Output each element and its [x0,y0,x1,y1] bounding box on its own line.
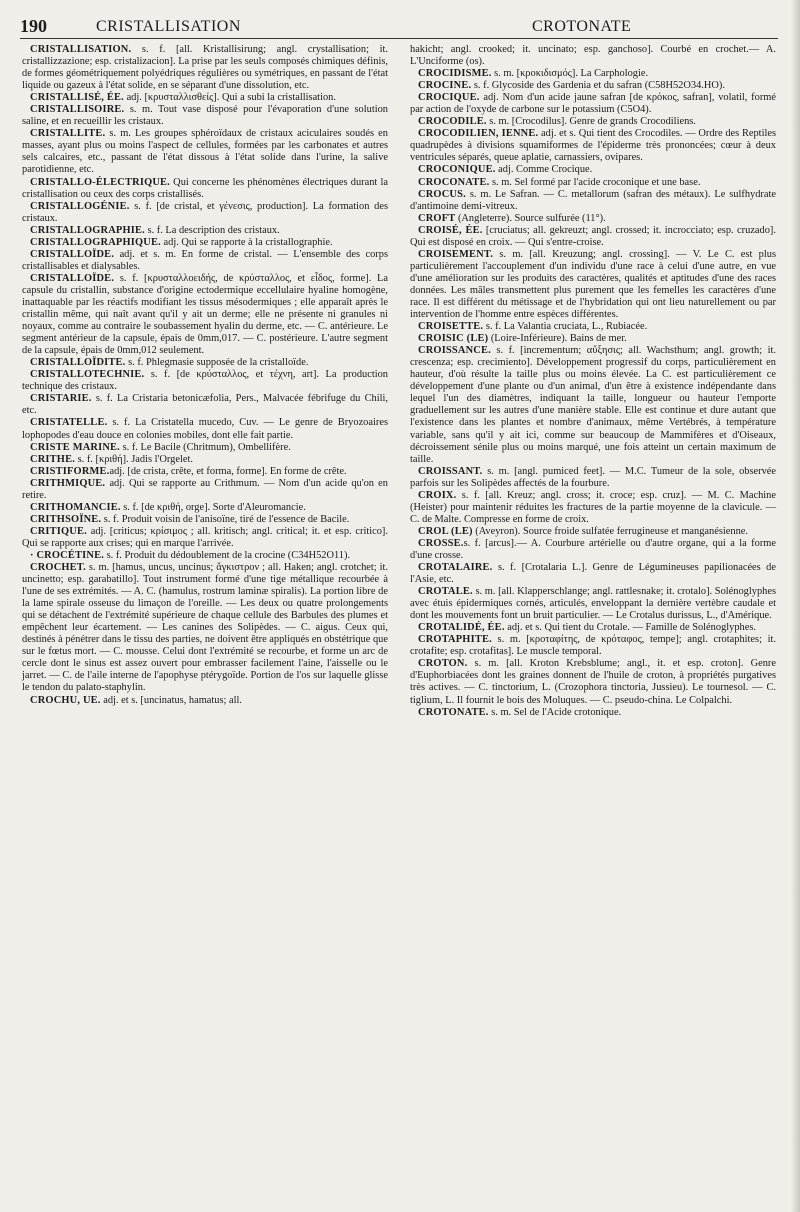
dictionary-entry [22,273,388,357]
entry-definition: s. f. Le Bacile (Chritmum), Ombellifère. [119,441,291,453]
entry-headword: CRISTALLITE. [30,128,106,140]
dictionary-entry [22,249,388,273]
dictionary-entry [22,225,388,237]
dictionary-entry [22,478,388,502]
entry-definition: (Loire-Inférieure). Bains de mer. [488,333,627,345]
entry-headword: CRISTALLOÏDE. [30,248,115,260]
entry-headword: CROTALAIRE. [418,562,493,574]
entry-headword: CROTON. [418,658,468,670]
entry-definition: s. f. [de κριθή, orge]. Sorte d'Aleuromancie. [120,501,306,513]
entry-headword: CROCODILIEN, IENNE. [418,128,539,140]
entry-headword: CROCINE. [418,80,472,92]
entry-definition: s. m. [Crocodilus]. Genre de grands Crocodiliens. [486,116,696,128]
entry-definition: s. f. [all. Kristallisirung; angl. crystallisation; it. cristallizzazione; esp. cristalizacion]. La prise par les seuls composés chimiques définis, de formes géométriquement polyédriques régulières ou symétriques, en passant de l'état liquide ou gazeux à l'état solide, en se séparant d'une dissolution, etc. [22,44,388,92]
entry-headword: CRISTALLOGÉNIE. [30,200,130,212]
entry-headword: CRISTARIE. [30,393,92,405]
entry-headword: CRISTALLOGRAPHIQUE. [30,236,161,248]
entry-headword: CROCONATE. [418,176,490,188]
entry-definition: s. f. [Crotalaria L.]. Genre de Légumineuses papilionacées de l'Asie, etc. [410,562,776,586]
entry-headword: CROCONIQUE. [418,164,496,176]
entry-definition: adj. Nom d'un acide jaune safran [de κρόκος, safran], volatil, formé par action de l'oxyde de carbone sur le potassium (C5O4). [410,92,776,116]
dictionary-entry [410,44,776,68]
dictionary-entry [410,128,776,164]
page-number: 190 [20,16,47,36]
running-head-right: CROTONATE [532,18,632,35]
dictionary-entry [22,562,388,695]
entry-headword: CROCHU, UE. [30,694,101,706]
entry-headword: CRITHMIQUE. [30,477,106,489]
dictionary-entry [22,237,388,249]
entry-definition: adj. Qui se rapporte au Crithmum. — Nom d'un acide qu'on en retire. [22,477,388,501]
dictionary-entry [410,622,776,634]
entry-definition: adj. [criticus; κρίσιμος ; all. kritisch; angl. critical; it. et esp. critico]. Qui se rapporte aux crises; qui en marque l'arrivée. [22,525,388,549]
dictionary-entry [410,189,776,213]
dictionary-entry [410,92,776,116]
dictionary-entry [22,393,388,417]
entry-definition: s. f. Glycoside des Gardenia et du safran (C58H52O34.HO). [471,80,725,92]
entry-definition: s. f. [κρυσταλλοειδής, de κρύσταλλος, et εἶδος, forme]. La capsule du cristallin, substance d'origine ectodermique eccellulaire hyaline homogène, inattaquable par les réactifs modifiant les tissus mésodermiques ; elle apparaît après le cristallin même, qui naît avant qu'il y ait un derme; elle ne présente ni granules ni noyaux, comme au contraire le soubassement hyalin du derme, etc. — C. antérieure. Le segment antérieur de la capsule, épais de 0mm,017. — C. postérieure. L'autre segment de la capsule, épais de 0mm,012 seulement. [22,272,388,357]
dictionary-entry [410,526,776,538]
dictionary-entry [410,225,776,249]
dictionary-entry [22,550,388,562]
entry-headword: CRISTATELLE. [30,417,108,429]
dictionary-entry [410,658,776,706]
entry-definition: s. m. [hamus, uncus, uncinus; ἄγκιστρον ; all. Haken; angl. crotchet; it. uncinetto; esp. garabatillo]. Tout instrument formé d'une tige métallique recourbée à l'une de ses extrémités. — A. C. (hamulus, rostrum laminæ spiralis). La portion libre de la lame spirale osseuse du limaçon de l'oreille. — Les deux ou quatre prolongements qui se détachent de l'extrémité supérieure de chaque cellule des Barbules des plumes et empêchent leur écartement. — Les canines des Solipèdes. — C. aigus. Ceux qui, destinés à pénétrer dans le tissu des parties, ne doivent être appliqués en obstétrique que sur le fœtus mort. — C. mousse. Celui dont l'extrémité se recourbe, et forme un arc de cercle dont le sinus est assez ouvert pour embrasser facilement l'aine, l'aisselle ou le jarret. — C. de l'aile interne de l'apophyse ptérygoïde. Portion de l'os sur laquelle glisse le tendon du palato-staphylin. [22,562,388,694]
page-edge-shadow [791,0,800,1212]
entry-headword: CROISETTE. [418,321,484,333]
entry-headword: CRISTALLOGRAPHIE. [30,224,145,236]
entry-definition: hakicht; angl. crooked; it. uncinato; esp. ganchoso]. Courbé en crochet.— A. L'Unciforme (os). [410,44,776,68]
dictionary-entry [410,68,776,80]
entry-headword: CROTAPHITE. [418,634,492,646]
entry-headword: CROISÉ, ÉE. [418,224,483,236]
entry-headword: CROCIDISME. [418,68,492,80]
entry-headword: CROCUS. [418,188,466,200]
entry-definition: s. f. La Valantia cruciata, L., Rubiacée. [483,321,648,333]
dictionary-entry [410,164,776,176]
entry-definition: adj. [de crista, crête, et forma, forme]. En forme de crête. [109,465,347,477]
entry-definition: s. f. [de κρύσταλλος, et τέχνη, art]. La production technique des cristaux. [22,369,388,393]
entry-definition: s. f. [all. Kreuz; angl. cross; it. croce; esp. cruz]. — M. C. Machine (Heister) pour maintenir réduites les fractures de la partie moyenne de la clavicule. — C. de Malte. Compresse en forme de croix. [410,489,776,525]
dictionary-entry [410,177,776,189]
entry-headword: CROCIQUE. [418,92,480,104]
entry-headword: · CROCÉTINE. [30,549,104,561]
dictionary-entry [410,333,776,345]
entry-definition: (Aveyron). Source froide sulfatée ferrugineuse et manganésienne. [472,525,748,537]
dictionary-entry [22,104,388,128]
entry-headword: CRISTALLO-ÉLECTRIQUE. [30,176,170,188]
dictionary-entry [410,116,776,128]
entry-headword: CRISTALLISOIRE. [30,104,125,116]
entry-headword: CROTALIDÉ, ÉE. [418,622,505,634]
dictionary-entry [22,466,388,478]
dictionary-entry [22,44,388,92]
dictionary-entry [22,201,388,225]
dictionary-entry [22,442,388,454]
dictionary-entry [410,634,776,658]
entry-headword: CROFT [418,212,456,224]
entry-definition: s. m. Sel formé par l'acide croconique et une base. [489,176,701,188]
right-column [410,44,776,719]
dictionary-entry [410,707,776,719]
entry-definition: s. m. [κροταφίτης, de κρόταφος, tempe]; angl. crotaphites; it. crotafite; esp. crotafitas]. Le muscle temporal. [410,634,776,658]
dictionary-entry [410,345,776,465]
entry-headword: CROISSANCE. [418,345,491,357]
entry-headword: CROTALE. [418,586,473,598]
entry-definition: s. f. Produit voisin de l'anisoïne, tiré de l'essence de Bacile. [101,513,350,525]
dictionary-entry [410,80,776,92]
entry-definition: s. m. Les groupes sphéroïdaux de cristaux aciculaires soudés en masses, ayant plus ou moins l'aspect de cellules, formées par les carbonates et autres sels calcaires, etc., passant de l'état dissous à l'état solide dans l'urine, la salive parotidienne, etc. [22,128,388,176]
entry-definition: adj. et s. m. En forme de cristal. — L'ensemble des corps cristallisables et dialysables. [22,248,388,272]
dictionary-entry [22,417,388,441]
entry-definition: s. f. [de cristal, et γένεσις, production]. La formation des cristaux. [22,200,388,224]
dictionary-entry [410,249,776,321]
dictionary-entry [22,128,388,176]
dictionary-entry [410,321,776,333]
entry-headword: CROISSANT. [418,465,483,477]
entry-definition: adj. [κρυσταλλισθείς]. Qui a subi la cristallisation. [123,92,336,104]
entry-definition: adj. et s. Qui tient du Crotale. — Famille de Solénoglyphes. [504,622,756,634]
entry-definition: s. f. La Cristaria betonicæfolia, Pers., Malvacée fébrifuge du Chili, etc. [22,393,388,417]
entry-headword: CRISTALLOÏDITE. [30,357,126,369]
entry-headword: CRISTE MARINE. [30,441,120,453]
entry-headword: CRISTALLOTECHNIE. [30,369,145,381]
header-rule [20,38,778,39]
entry-definition: s. f. La Cristatella mucedo, Cuv. — Le genre de Bryozoaires lophopodes d'eau douce en colonies mobiles, dont elle fait partie. [22,417,388,441]
dictionary-entry [22,92,388,104]
dictionary-entry [22,177,388,201]
entry-definition: s. m. [angl. pumiced feet]. — M.C. Tumeur de la sole, observée parfois sur les Solipèdes affectés de la fourbure. [410,465,776,489]
dictionary-entry [22,454,388,466]
running-head-left: CRISTALLISATION [96,18,241,35]
entry-definition: Qui concerne les phénomènes électriques durant la cristallisation ou ceux des corps cristallisés. [22,176,388,200]
dictionary-entry [22,357,388,369]
page-header [20,16,778,38]
entry-definition: adj. Comme Crocique. [495,164,593,176]
dictionary-entry [410,466,776,490]
dictionary-entry [22,695,388,707]
entry-definition: s. f. Produit du dédoublement de la crocine (C34H52O11). [104,549,351,561]
dictionary-entry [410,562,776,586]
entry-definition: adj. et s. Qui tient des Crocodiles. — Ordre des Reptiles quadrupèdes à divisions squamiformes de l'épiderme très prononcées; cœur à deux ventricules séparés, queue aplatie, carnassiers, ovipares. [410,128,776,164]
entry-headword: CROISIC (LE) [418,333,489,345]
entry-definition: s. f. La description des cristaux. [144,224,280,236]
dictionary-entry [410,490,776,526]
entry-headword: CRITHE. [30,453,75,465]
dictionary-entry [22,514,388,526]
entry-definition: [cruciatus; all. gekreuzt; angl. crossed; it. incrocciato; esp. cruzado]. Qui est disposé en croix. — Qui s'entre-croise. [410,224,776,248]
dictionary-entry [410,213,776,225]
entry-headword: CROISEMENT. [418,248,494,260]
entry-headword: CRISTALLISATION. [30,44,132,55]
entry-headword: CRITHSOÏNE. [30,513,102,525]
entry-definition: s. m. [κροκιδισμός]. La Carphologie. [491,68,649,80]
entry-definition: s. m. [all. Kreuzung; angl. crossing]. — V. Le C. est plus particulièrement l'accouplement d'un individu d'une race à celui d'une autre, en vue d'une amélioration sur les produits des caractères, qualités et aptitudes d'une des races données. Les mâles transmettent plus purement que les femelles les caractères d'une race. Il est différent du métissage et de l'hybridation qui ont lieu naturellement ou par intervention de l'homme entre espèces différentes. [410,248,776,321]
entry-definition: s. f. [incrementum; αὔξησις; all. Wachsthum; angl. growth; it. crescenza; esp. crecimiento]. Développement progressif du corps, particulièrement en hauteur, d'où résulte la taille plus ou moins élevée. La C. est particulièrement ce développement d'une plante ou d'un animal, d'un être à existence indépendante dans lequel l'un des diamètres, indiquant la taille, longueur ou hauteur l'emporte graduellement sur les autres d'une manière stable. Elle est continue et dure autant que l'existence dans les plantes et nombre d'animaux, même Vertébrés, à température variable, sans qu'il y ait ici, comme sur beaucoup de Mammifères et d'Oiseaux, décroissement sénile plus ou moins marqué, une fois atteint un certain maximum de taille. [410,345,776,465]
entry-definition: s. m. [all. Kroton Krebsblume; angl., it. et esp. croton]. Genre d'Euphorbiacées dont les graines donnent de l'huile de croton, à propriétés purgatives très actives. — C. tinctorium, L. (Crozophora tinctoria, Jussieu). Le tournesol. — C. tiglium, L. Il fournit le bois des Moluques. — C. pseudo-china. Le Colpalchi. [410,658,776,706]
entry-headword: CROSSE. [418,537,464,549]
entry-definition: s. m. Sel de l'Acide crotonique. [488,706,622,718]
dictionary-entry [410,586,776,622]
entry-definition: adj. et s. [uncinatus, hamatus; all. [100,694,243,706]
entry-definition: adj. Qui se rapporte à la cristallographie. [160,236,333,248]
entry-headword: CRISTALLISÉ, ÉE. [30,92,124,104]
entry-definition: s. f. [arcus].— A. Courbure artérielle ou d'autre organe, qui a la forme d'une crosse. [410,537,776,561]
dictionary-entry [22,502,388,514]
entry-definition: s. f. Phlegmasie supposée de la cristalloïde. [125,357,309,369]
entry-headword: CRITHOMANCIE. [30,501,121,513]
entry-definition: (Angleterre). Source sulfurée (11°). [455,212,606,224]
entry-headword: CRISTALLOÏDE. [30,272,115,284]
left-column [22,44,388,707]
entry-headword: CROTONATE. [418,706,489,718]
entry-headword: CROCODILE. [418,116,487,128]
dictionary-entry [22,369,388,393]
entry-headword: CRITIQUE. [30,525,87,537]
dictionary-entry [410,538,776,562]
entry-definition: s. m. [all. Klapperschlange; angl. rattlesnake; it. crotalo]. Solénoglyphes avec étuis épidermiques cornés, articulés, enveloppant la dernière vertèbre caudale et dont les mouvements font un bruit particulier. — Le Crotalus durissus, L., d'Amérique. [410,586,776,622]
dictionary-entry [22,526,388,550]
entry-headword: CROCHET. [30,562,86,574]
entry-definition: s. m. Le Safran. — C. metallorum (safran des métaux). Le sulfhydrate d'antimoine demi-vitreux. [410,188,776,212]
entry-headword: CROIX. [418,489,457,501]
entry-headword: CRISTIFORME. [30,465,110,477]
entry-headword: CROL (LE) [418,525,473,537]
entry-definition: s. m. Tout vase disposé pour l'évaporation d'une solution saline, et en recueillir les cristaux. [22,104,388,128]
entry-definition: s. f. [κριθή]. Jadis l'Orgelet. [75,453,193,465]
